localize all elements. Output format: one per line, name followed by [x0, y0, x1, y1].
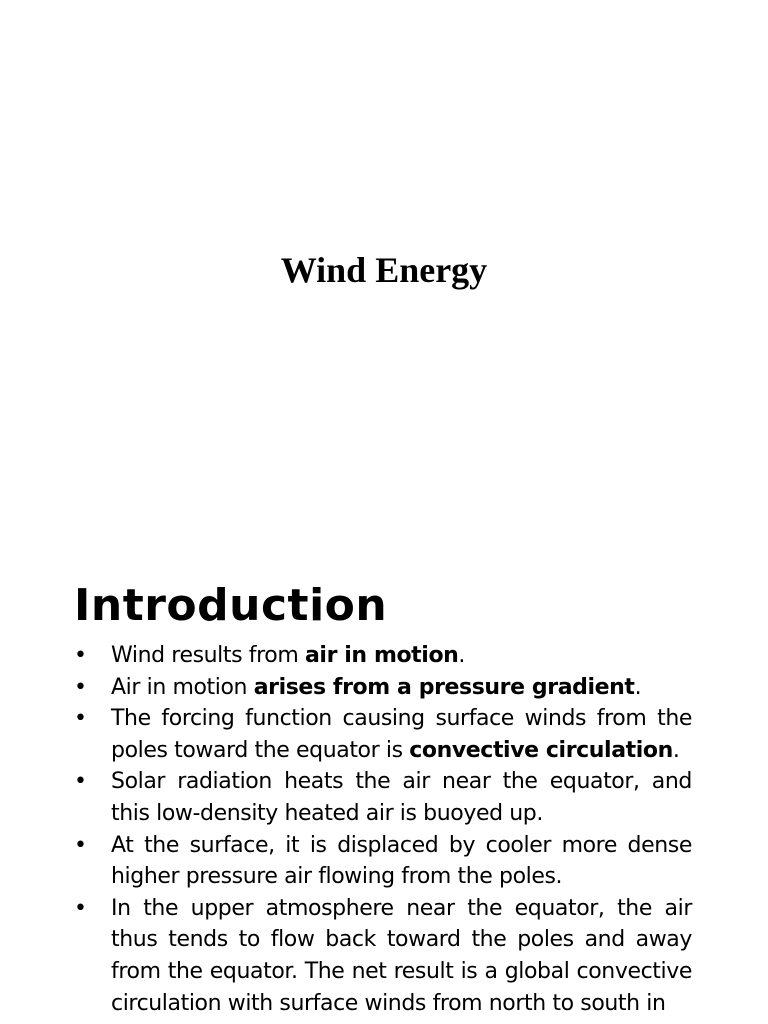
bullet-text: Wind results from	[111, 643, 305, 668]
bullet-list	[74, 640, 692, 1019]
bullet-marker: •	[74, 643, 87, 668]
bullet-emphasis: convective circulation	[409, 737, 673, 763]
bullet-item	[74, 640, 692, 672]
bullet-marker: •	[74, 706, 87, 732]
bullet-item	[74, 830, 692, 893]
bullet-text-end: .	[458, 643, 466, 668]
bullet-text-end: .	[672, 737, 680, 763]
bullet-text: Air in motion	[111, 674, 254, 700]
bullet-marker: •	[74, 895, 87, 921]
bullet-item	[74, 893, 692, 1019]
bullet-emphasis: air in motion	[304, 643, 459, 668]
bullet-text: Solar radiation heats the air near the equator, and this low-density heated air is buoyed up.	[111, 769, 692, 826]
bullet-marker: •	[74, 769, 87, 795]
bullet-marker: •	[74, 674, 87, 700]
bullet-text: At the surface, it is displaced by cooler more dense higher pressure air flowing from the poles.	[111, 832, 692, 890]
bullet-item	[74, 766, 692, 829]
section-heading: Introduction	[74, 580, 388, 631]
bullet-emphasis: arises from a pressure gradient	[253, 674, 635, 700]
bullet-text: In the upper atmosphere near the equator, the air thus tends to flow back toward the poles and away from the equator. The net result is a global convective circulation with surface winds from north to south in	[111, 895, 692, 1016]
bullet-text-end: .	[634, 674, 642, 700]
document-title: Wind Energy	[280, 250, 488, 290]
bullet-text: The forcing function causing surface winds from the poles toward the equator is	[111, 706, 692, 763]
bullet-item	[74, 703, 692, 766]
bullet-marker: •	[74, 832, 87, 858]
bullet-item	[74, 672, 692, 704]
